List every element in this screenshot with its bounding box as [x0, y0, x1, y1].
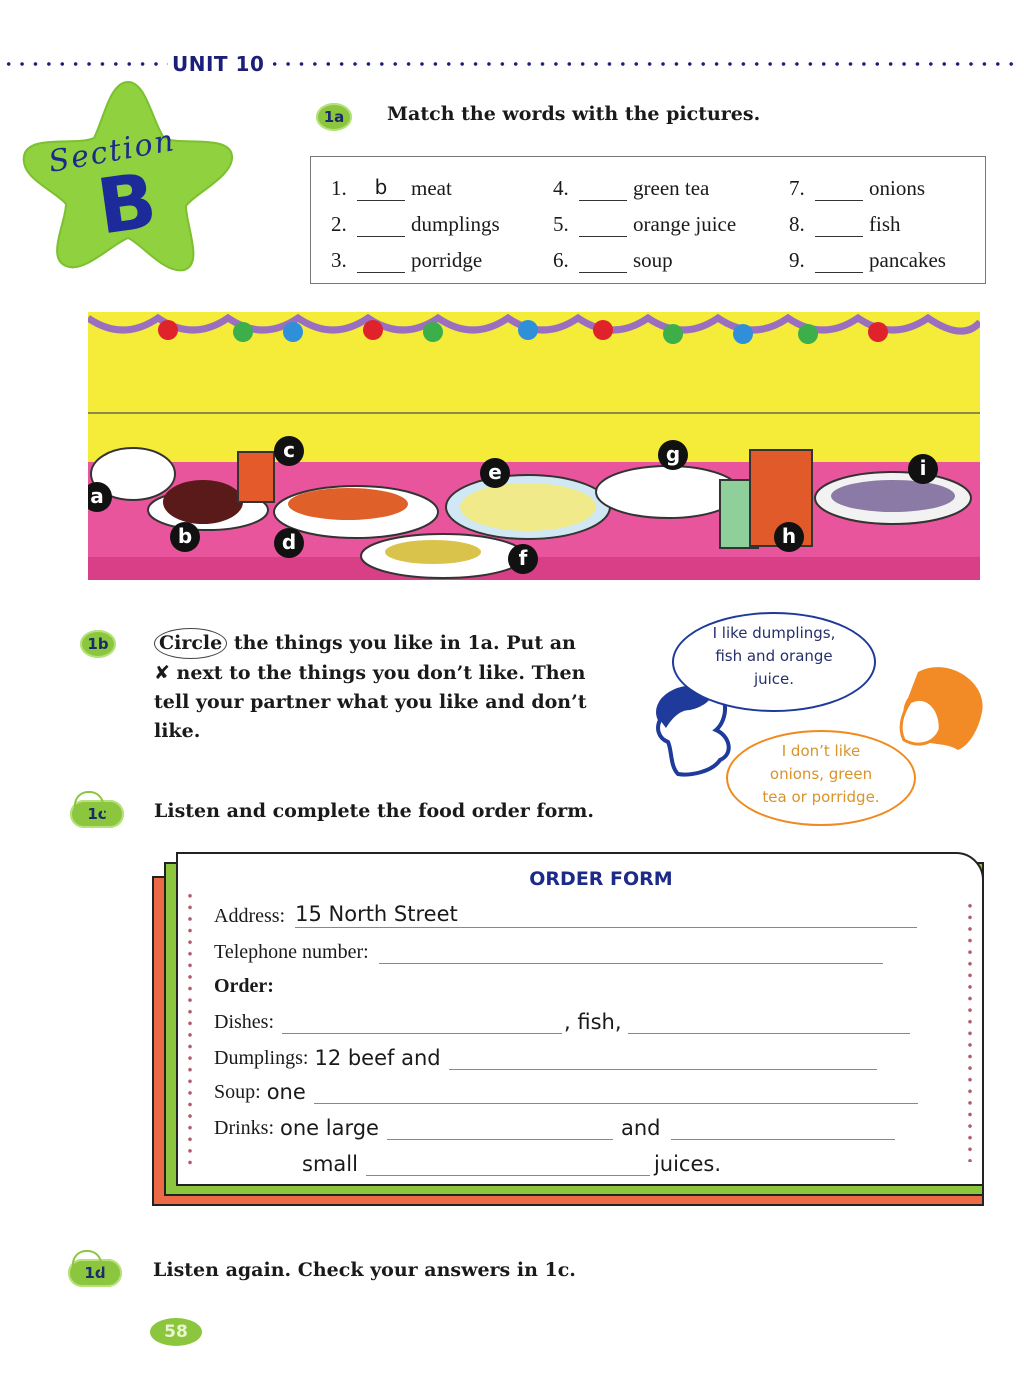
item-number: 1. — [331, 176, 347, 200]
form-dots-left — [188, 890, 192, 1170]
soup-field[interactable] — [314, 1078, 918, 1104]
picture-label-b: b — [170, 522, 200, 552]
item-number: 4. — [553, 176, 569, 200]
word-grid — [331, 171, 979, 273]
word-item — [331, 243, 553, 273]
bubble-line: onions, green — [769, 765, 873, 783]
drinks-end: juices. — [653, 1152, 721, 1176]
dishes-field-1[interactable] — [282, 1008, 562, 1034]
order-form — [152, 852, 986, 1206]
form-row-address — [214, 898, 917, 928]
picture-label-f: f — [508, 544, 538, 574]
item-number: 9. — [789, 248, 805, 272]
exercise-badge-1c: 1c — [70, 800, 124, 828]
picture-label-c: c — [274, 436, 304, 466]
line-text: next to the things you don’t like. Then — [169, 662, 586, 684]
drinks-value: one large — [280, 1116, 379, 1140]
answer-blank[interactable] — [815, 175, 863, 201]
food-table-icon — [88, 312, 980, 580]
dishes-label: Dishes: — [214, 1011, 274, 1033]
answer-blank[interactable] — [815, 247, 863, 273]
unit-header — [0, 52, 1024, 76]
form-paper — [176, 852, 984, 1186]
picture-label-i: i — [908, 454, 938, 484]
section-letter: B — [92, 155, 162, 252]
drinks-field-2[interactable] — [671, 1114, 895, 1140]
juices-field[interactable] — [366, 1150, 650, 1176]
soup-value: one — [266, 1080, 306, 1104]
dotted-rule-right — [268, 62, 1020, 66]
drinks-and: and — [620, 1116, 661, 1140]
item-word: pancakes — [869, 248, 946, 272]
speech-bubble-like — [672, 612, 876, 712]
item-word: fish — [869, 212, 901, 236]
picture-label-d: d — [274, 528, 304, 558]
item-number: 2. — [331, 212, 347, 236]
bubble-line: I like dumplings, — [712, 624, 836, 642]
dumplings-label: Dumplings: — [214, 1047, 309, 1069]
order-label: Order: — [214, 975, 274, 997]
section-star-badge — [18, 76, 240, 274]
instruction-1b-line1 — [154, 628, 644, 659]
instruction-1d: Listen again. Check your answers in 1c. — [153, 1259, 576, 1281]
instruction-1b-line4: like. — [154, 720, 201, 742]
item-number: 5. — [553, 212, 569, 236]
answer-blank[interactable] — [357, 247, 405, 273]
party-illustration — [88, 312, 980, 580]
cross-mark-icon: ✘ — [154, 662, 170, 684]
instruction-1b-line3: tell your partner what you like and don’t — [154, 691, 587, 713]
dumplings-field[interactable] — [449, 1044, 877, 1070]
telephone-label: Telephone number: — [214, 941, 369, 963]
form-title: ORDER FORM — [529, 868, 673, 890]
form-row-soup — [214, 1074, 918, 1104]
answer-blank[interactable]: b — [357, 175, 405, 201]
word-item — [553, 243, 789, 273]
item-number: 3. — [331, 248, 347, 272]
bubble-line: I don’t like — [781, 742, 861, 760]
item-word: meat — [411, 176, 452, 200]
word-item — [331, 171, 553, 201]
instruction-1b — [154, 628, 644, 746]
item-word: dumplings — [411, 212, 500, 236]
word-item — [789, 243, 979, 273]
address-field[interactable]: 15 North Street — [295, 902, 917, 928]
soup-label: Soup: — [214, 1081, 261, 1103]
dishes-field-2[interactable] — [628, 1008, 910, 1034]
bubble-line: juice. — [753, 670, 795, 688]
form-row-dishes — [214, 1004, 910, 1034]
exercise-badge-1a: 1a — [316, 103, 352, 131]
dishes-fish: , fish, — [564, 1010, 622, 1034]
form-row-drinks — [214, 1110, 895, 1140]
form-row-juices — [302, 1146, 721, 1176]
drinks-label: Drinks: — [214, 1117, 274, 1139]
speech-bubble-dislike — [726, 730, 916, 826]
instruction-1b-line2 — [154, 659, 644, 688]
form-row-dumplings — [214, 1040, 877, 1070]
form-row-order — [214, 968, 274, 998]
instruction-1c: Listen and complete the food order form. — [154, 800, 594, 822]
telephone-field[interactable] — [379, 938, 883, 964]
picture-label-h: h — [774, 522, 804, 552]
answer-blank[interactable] — [815, 211, 863, 237]
item-word: onions — [869, 176, 926, 200]
page-number: 58 — [150, 1318, 202, 1346]
word-item — [553, 171, 789, 201]
form-dots-right — [968, 900, 972, 1162]
word-item — [331, 207, 553, 237]
unit-title: UNIT 10 — [172, 52, 265, 76]
exercise-badge-1b: 1b — [80, 630, 116, 658]
word-item — [789, 207, 979, 237]
answer-blank[interactable] — [579, 175, 627, 201]
dotted-rule-left — [2, 62, 168, 66]
item-number: 7. — [789, 176, 805, 200]
word-item — [553, 207, 789, 237]
form-row-telephone — [214, 934, 883, 964]
address-label: Address: — [214, 905, 286, 927]
drinks-small: small — [302, 1152, 358, 1176]
word-bank — [310, 156, 986, 284]
item-word: porridge — [411, 248, 483, 272]
item-number: 6. — [553, 248, 569, 272]
item-word: green tea — [633, 176, 710, 200]
item-word: orange juice — [633, 212, 737, 236]
dumplings-value: 12 beef and — [314, 1046, 441, 1070]
bubble-line: fish and orange — [715, 647, 833, 665]
picture-label-a: a — [88, 482, 112, 512]
line-text: the things you like in 1a. Put an — [227, 632, 576, 654]
bubble-line: tea or porridge. — [762, 788, 880, 806]
picture-label-g: g — [658, 440, 688, 470]
item-number: 8. — [789, 212, 805, 236]
answer-blank[interactable] — [357, 211, 405, 237]
word-item — [789, 171, 979, 201]
item-word: soup — [633, 248, 673, 272]
picture-label-e: e — [480, 458, 510, 488]
section-word: Section — [45, 123, 179, 180]
drinks-field-1[interactable] — [387, 1114, 613, 1140]
answer-blank[interactable] — [579, 247, 627, 273]
answer-blank[interactable] — [579, 211, 627, 237]
circle-word: Circle — [154, 628, 227, 659]
instruction-1a: Match the words with the pictures. — [387, 103, 761, 125]
exercise-badge-1d: 1d — [68, 1259, 122, 1287]
